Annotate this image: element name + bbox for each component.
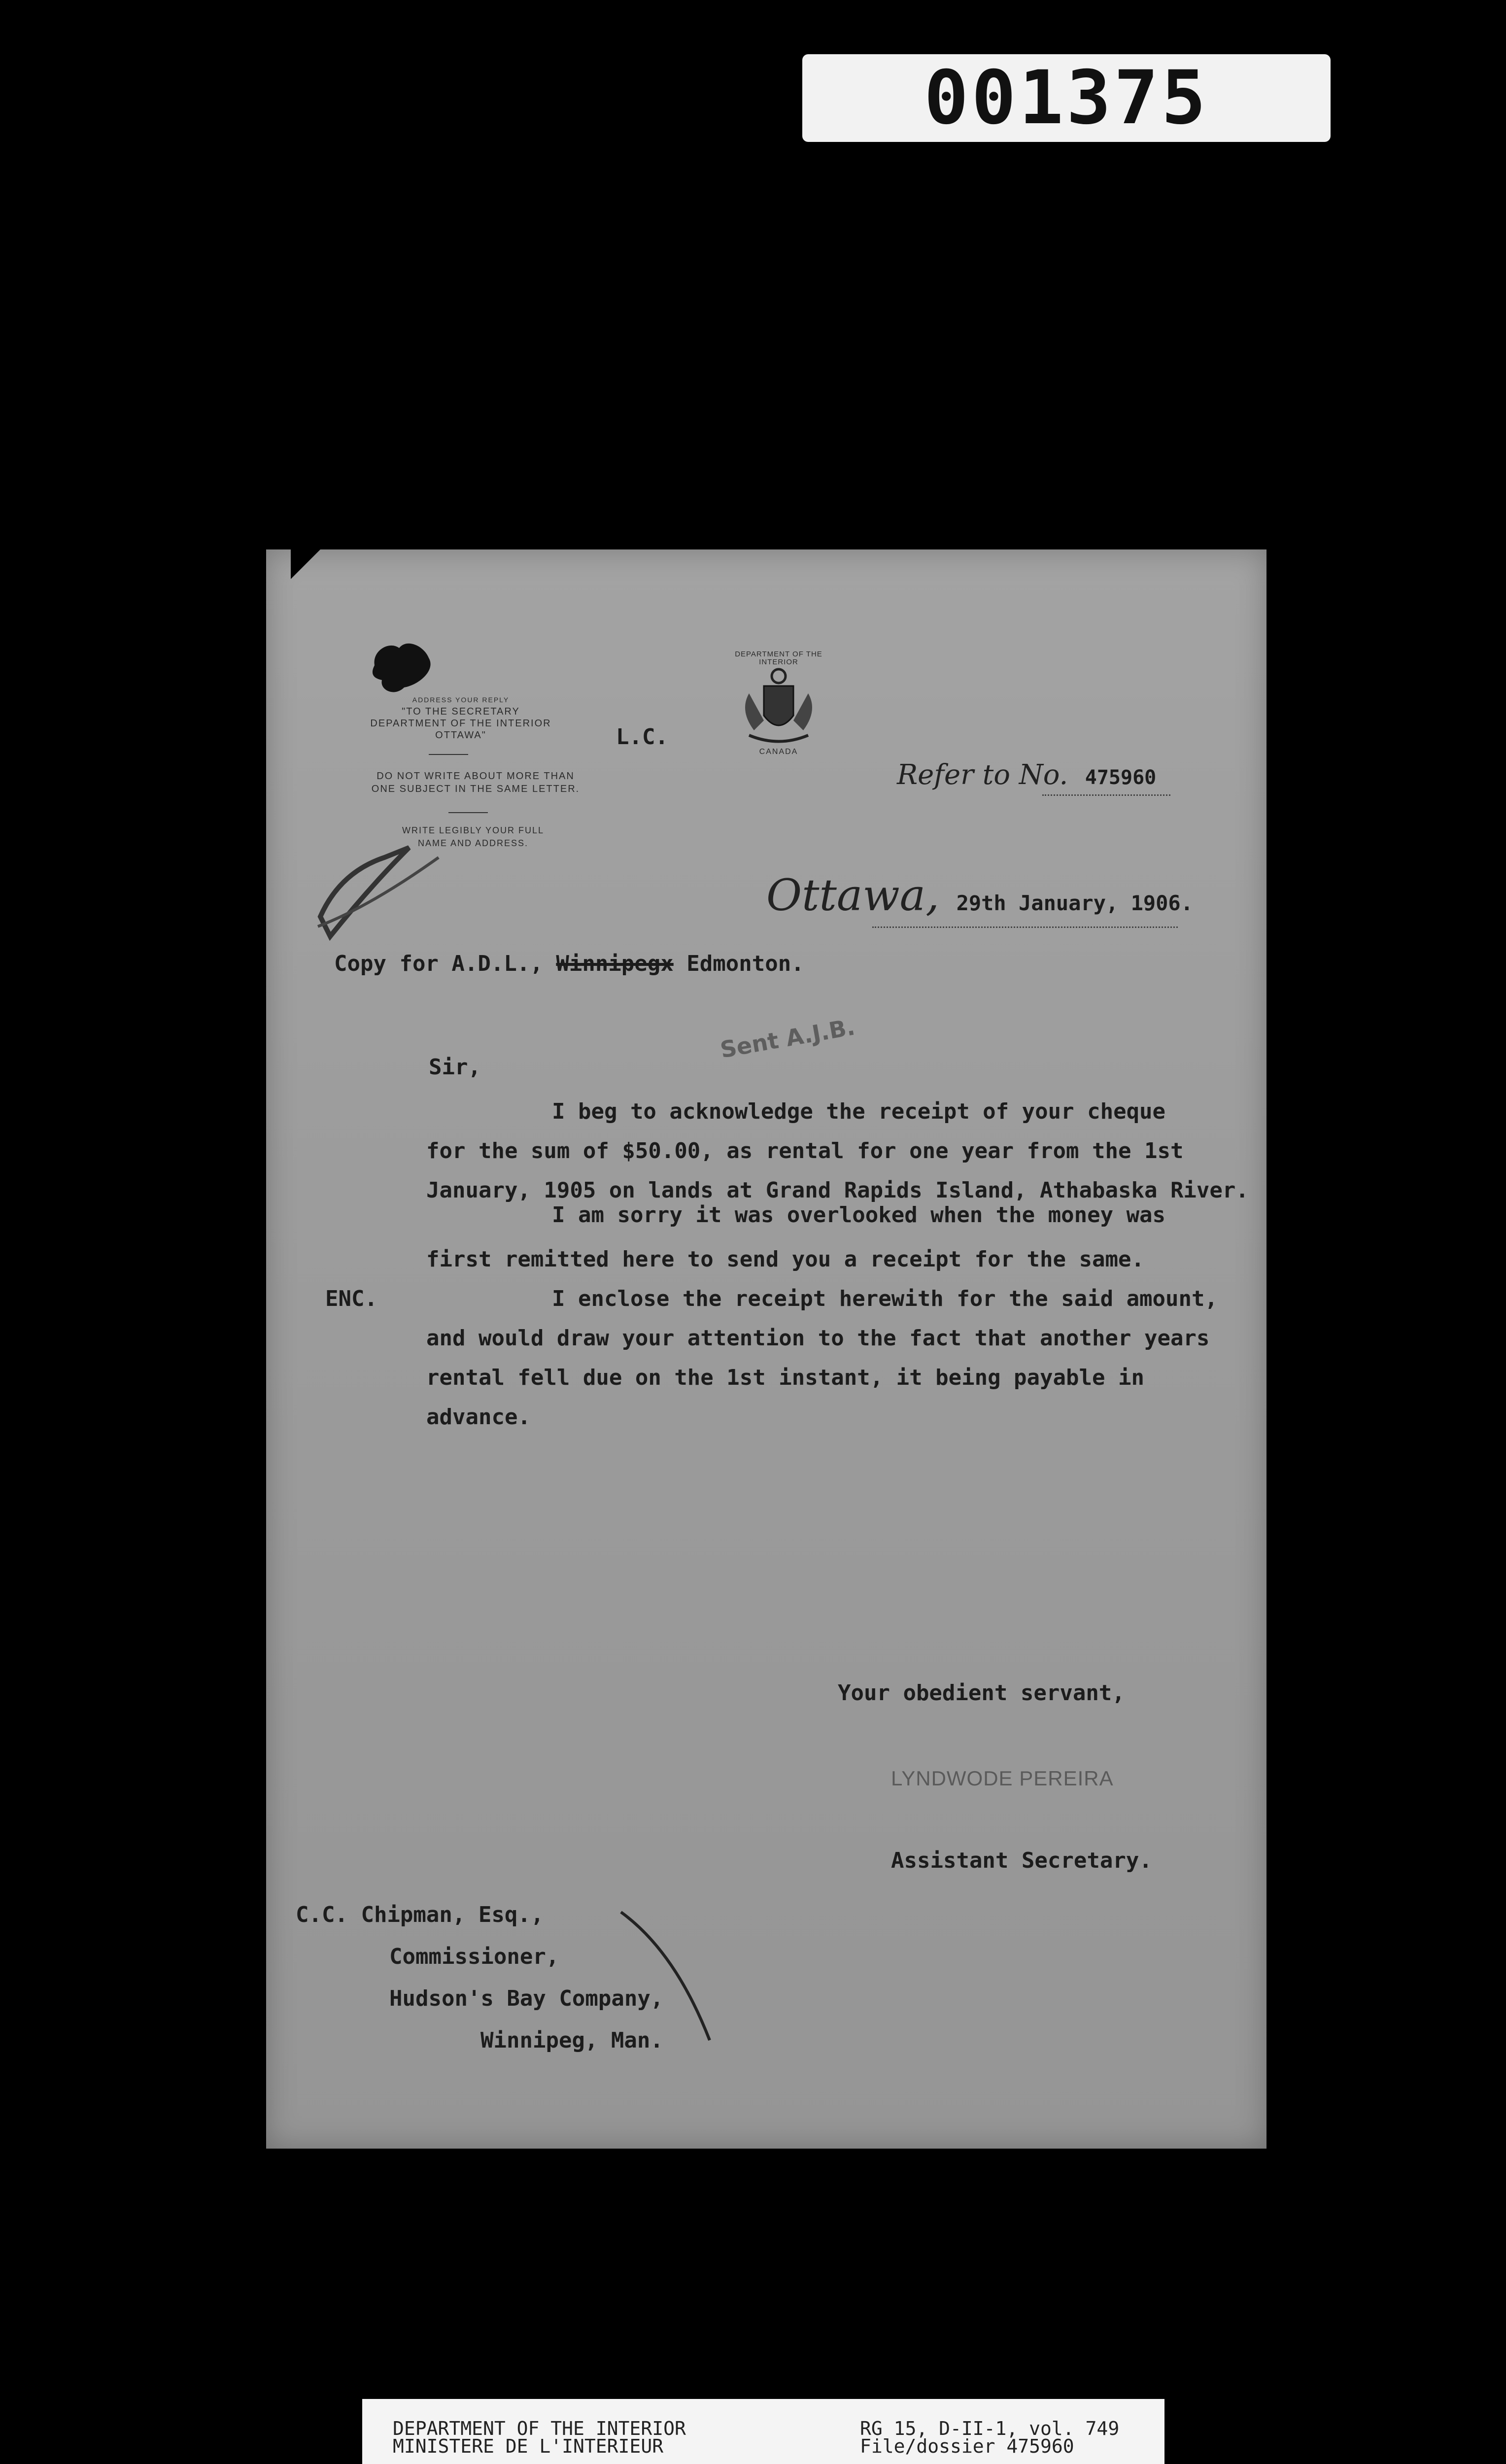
enclosure-label: ENC. bbox=[325, 1286, 377, 1311]
frame-number-label bbox=[802, 54, 1331, 142]
copy-city: Edmonton. bbox=[686, 951, 804, 976]
recipient-line: Hudson's Bay Company, bbox=[389, 1986, 664, 2011]
struck-city: Winnipegx bbox=[556, 951, 674, 976]
instruction-line: NAME AND ADDRESS. bbox=[417, 838, 529, 848]
pencil-check-mark-icon bbox=[310, 828, 468, 946]
pencil-stroke-icon bbox=[616, 1902, 724, 2050]
refer-to-number: 475960 bbox=[1085, 766, 1157, 789]
address-reply-line: ADDRESS YOUR REPLY bbox=[412, 696, 510, 704]
instruction-line: ONE SUBJECT IN THE SAME LETTER. bbox=[371, 784, 580, 794]
file-number: File/dossier 475960 bbox=[860, 2435, 1074, 2457]
department-names bbox=[393, 2420, 686, 2455]
folded-corner bbox=[291, 549, 320, 579]
frame-number: 001375 bbox=[924, 55, 1209, 141]
department-crest bbox=[729, 650, 828, 764]
salutation: Sir, bbox=[429, 1055, 481, 1080]
refer-to-label: Refer to No. bbox=[897, 759, 1068, 791]
body-line: rental fell due on the 1st instant, it being payable in bbox=[426, 1365, 1144, 1390]
divider bbox=[448, 812, 488, 813]
signature-stamp: LYNDWODE PEREIRA bbox=[891, 1767, 1114, 1790]
body-line: advance. bbox=[426, 1404, 531, 1430]
crest-bottom-text: CANADA bbox=[759, 748, 798, 756]
record-group: RG 15, D-II-1, vol. 749 bbox=[860, 2418, 1120, 2439]
instruction-line: DO NOT WRITE ABOUT MORE THAN bbox=[376, 771, 575, 782]
body-line: January, 1905 on lands at Grand Rapids Island, Athabaska River. bbox=[426, 1178, 1249, 1203]
signatory-title: Assistant Secretary. bbox=[891, 1848, 1152, 1873]
department-en: DEPARTMENT OF THE INTERIOR bbox=[393, 2418, 686, 2439]
body-line: I am sorry it was overlooked when the money was bbox=[552, 1202, 1166, 1228]
recipient-line: Winnipeg, Man. bbox=[480, 2028, 663, 2053]
coat-of-arms-icon bbox=[729, 666, 828, 750]
instruction-block bbox=[345, 770, 606, 795]
place-name: Ottawa, bbox=[766, 870, 940, 921]
body-line: I beg to acknowledge the receipt of your cheque bbox=[552, 1099, 1166, 1124]
refer-dotted-line bbox=[1042, 794, 1170, 796]
body-line: I enclose the receipt herewith for the said amount, bbox=[552, 1286, 1218, 1311]
letter-date: 29th January, 1906. bbox=[956, 891, 1193, 915]
archive-reference-label bbox=[362, 2399, 1164, 2464]
crest-top-text: DEPARTMENT OF THE INTERIOR bbox=[735, 650, 822, 666]
copy-line bbox=[334, 951, 804, 976]
address-reply-block bbox=[345, 694, 577, 741]
lc-mark: L.C. bbox=[616, 724, 668, 750]
refer-to-block bbox=[897, 759, 1156, 791]
address-reply-line: OTTAWA" bbox=[435, 730, 486, 741]
recipient-line: Commissioner, bbox=[389, 1944, 559, 1969]
ink-blot-icon bbox=[365, 636, 439, 700]
closing: Your obedient servant, bbox=[838, 1680, 1125, 1706]
date-dotted-line bbox=[872, 926, 1178, 928]
recipient-line: C.C. Chipman, Esq., bbox=[296, 1902, 544, 1927]
department-fr: MINISTERE DE L'INTERIEUR bbox=[393, 2435, 664, 2457]
address-reply-line: DEPARTMENT OF THE INTERIOR bbox=[370, 718, 551, 729]
place-date-line bbox=[766, 870, 1193, 921]
address-reply-line: "TO THE SECRETARY bbox=[402, 706, 520, 717]
sent-stamp: Sent A.J.B. bbox=[718, 1013, 857, 1063]
body-line: first remitted here to send you a receipt for the same. bbox=[426, 1247, 1144, 1272]
copy-prefix: Copy for A.D.L., bbox=[334, 951, 543, 976]
body-line: and would draw your attention to the fact that another years bbox=[426, 1326, 1210, 1351]
body-line: for the sum of $50.00, as rental for one year from the 1st bbox=[426, 1138, 1184, 1164]
divider bbox=[429, 754, 468, 755]
file-reference bbox=[860, 2420, 1119, 2455]
instruction-line: WRITE LEGIBLY YOUR FULL bbox=[402, 825, 545, 835]
